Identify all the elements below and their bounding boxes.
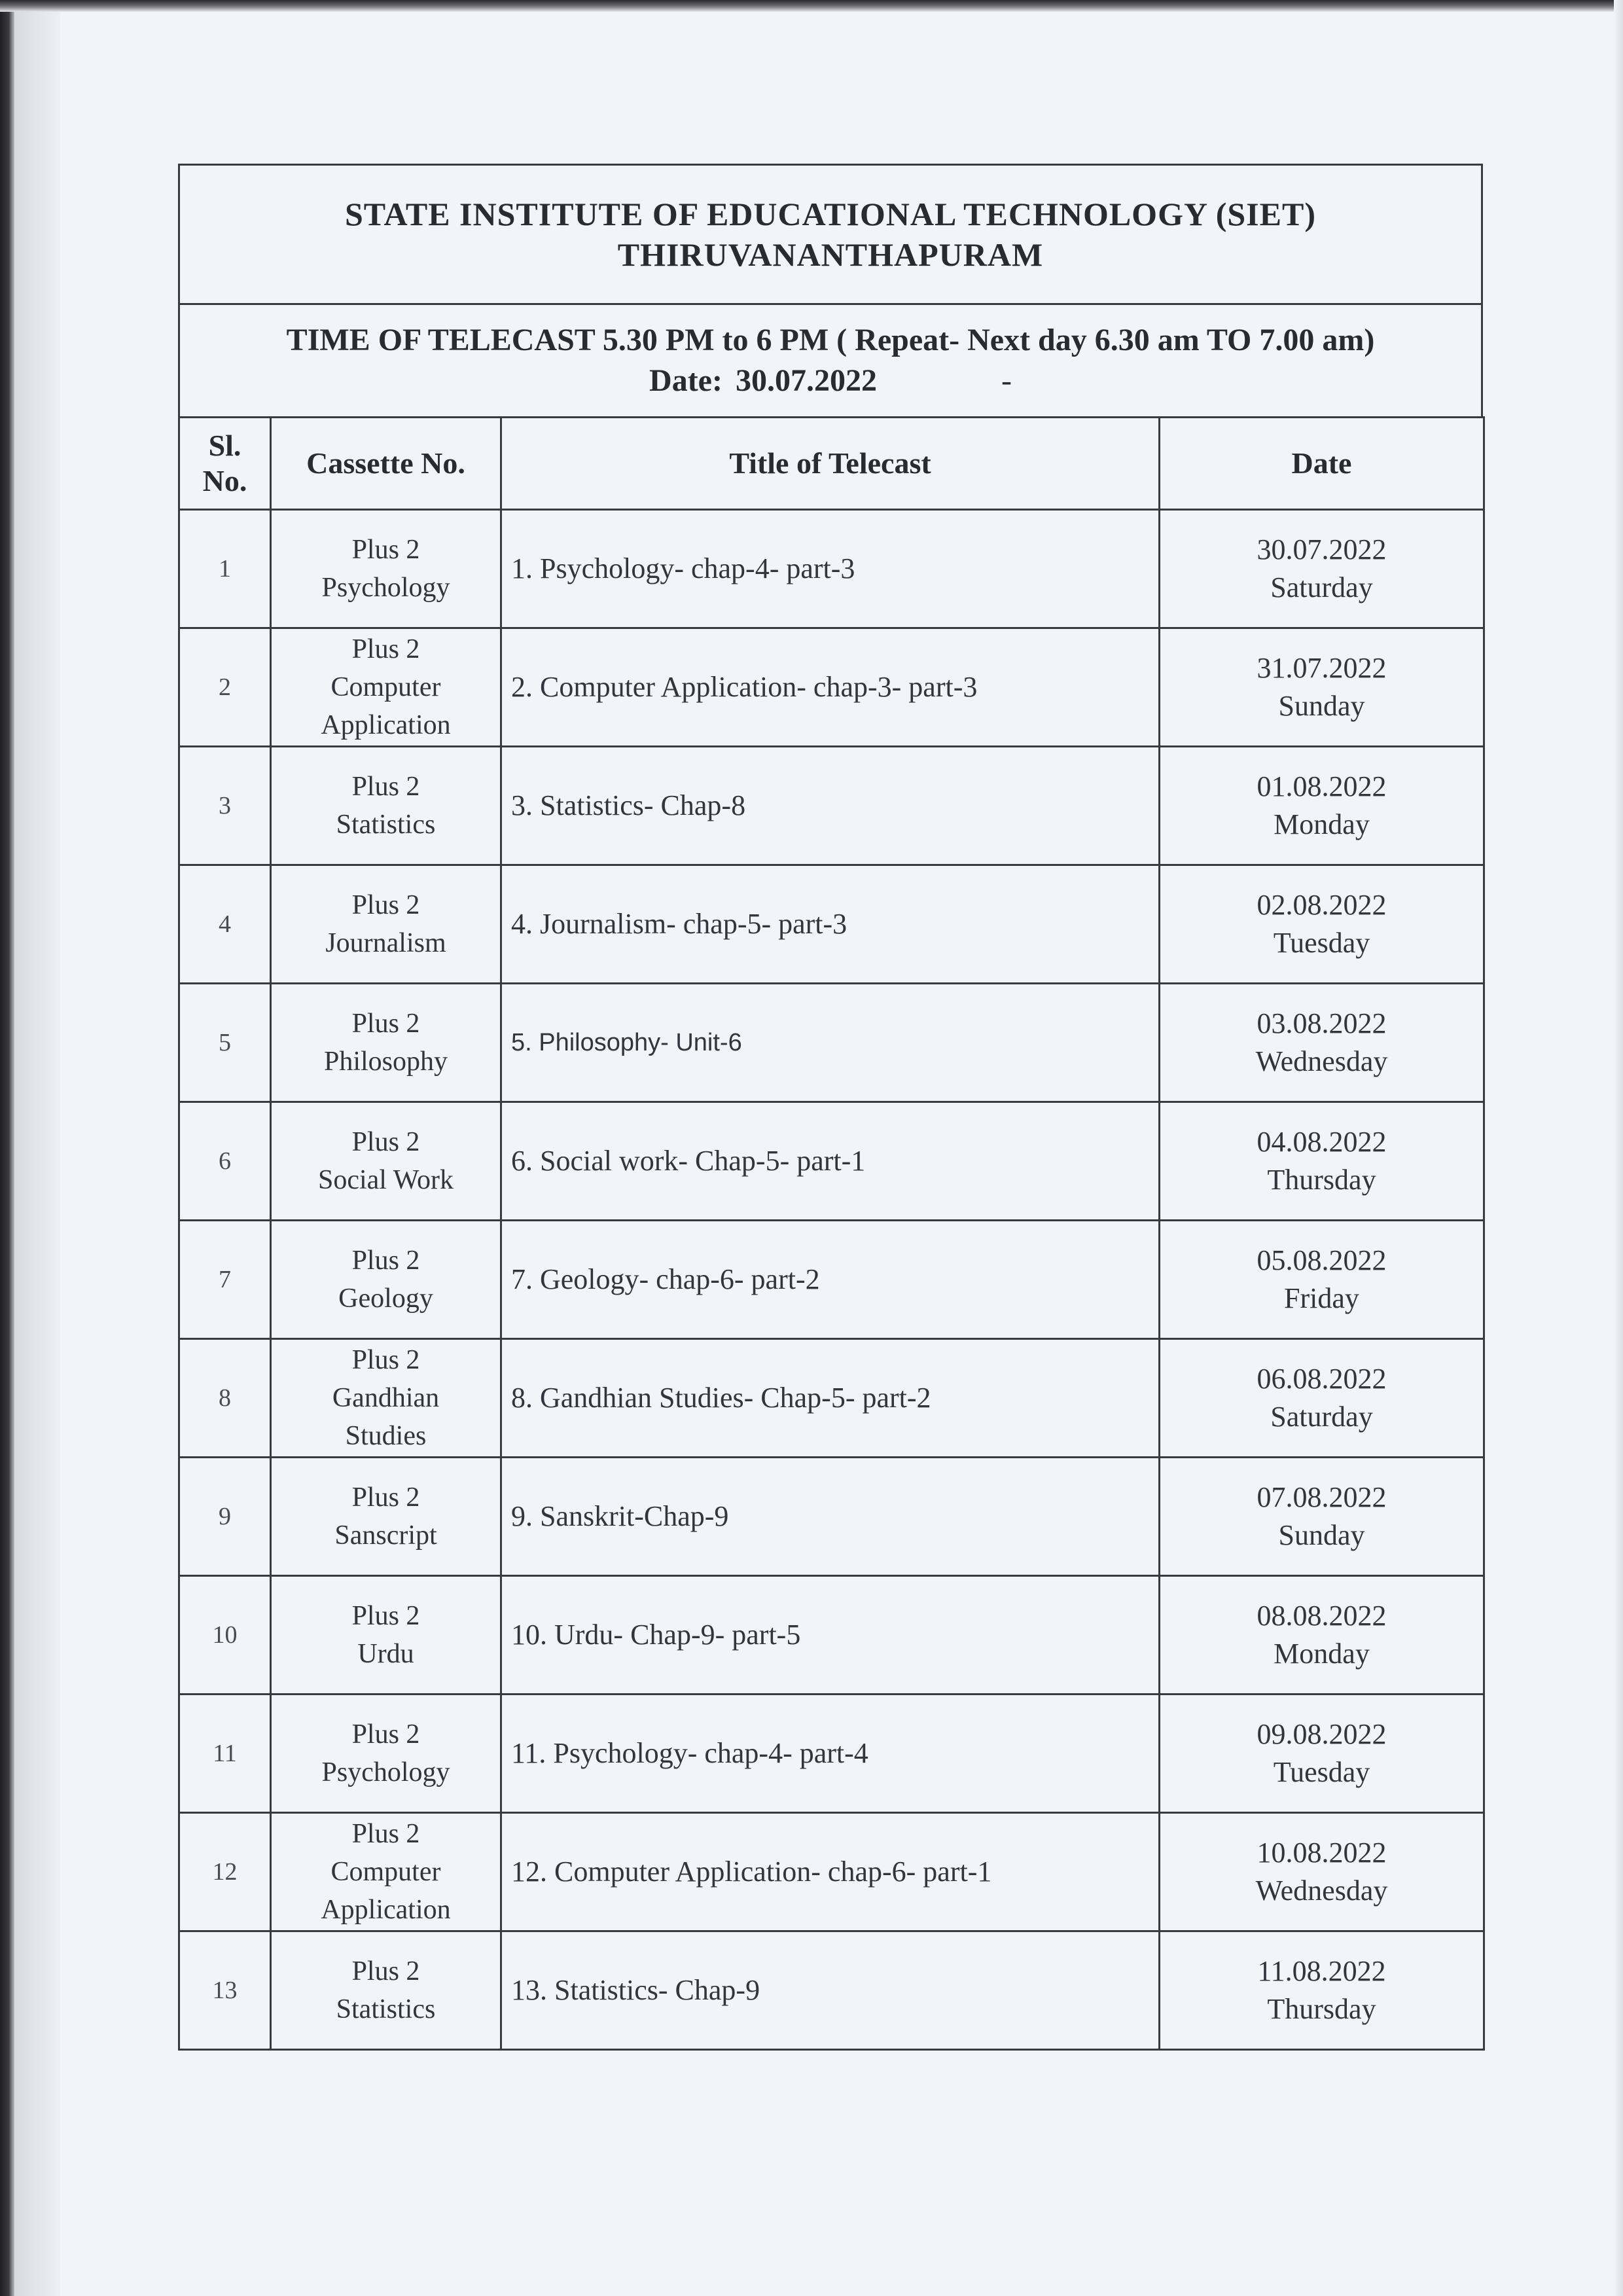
- cassette-no-cell: [271, 1221, 501, 1339]
- cassette-line: Plus 2: [351, 1719, 420, 1749]
- table-row: [179, 1695, 1484, 1813]
- cassette-no-cell: [271, 1102, 501, 1221]
- institute-city: THIRUVANANTHAPURAM: [617, 236, 1044, 273]
- column-header-title: Title of Telecast: [501, 418, 1160, 510]
- cassette-line: Computer: [330, 672, 441, 702]
- table-row: [179, 1339, 1484, 1458]
- title-cell: 4. Journalism- chap-5- part-3: [501, 865, 1160, 984]
- cassette-no-cell: [271, 1695, 501, 1813]
- day-value: Thursday: [1267, 1993, 1376, 2025]
- cassette-line: Plus 2: [351, 890, 420, 920]
- sl-no-cell: 8: [179, 1339, 271, 1458]
- title-cell: 3. Statistics- Chap-8: [501, 747, 1160, 865]
- document-page: [178, 164, 1483, 2051]
- sl-no-cell: 4: [179, 865, 271, 984]
- date-cell: [1160, 747, 1484, 865]
- cassette-line: Plus 2: [351, 772, 420, 802]
- table-row: [179, 1576, 1484, 1695]
- cassette-line: Plus 2: [351, 535, 420, 565]
- sl-no-cell: 2: [179, 628, 271, 747]
- day-value: Thursday: [1267, 1164, 1376, 1196]
- sl-no-cell: 7: [179, 1221, 271, 1339]
- day-value: Tuesday: [1273, 1756, 1370, 1788]
- institute-name: STATE INSTITUTE OF EDUCATIONAL TECHNOLOGY (SIET): [345, 196, 1316, 232]
- day-value: Friday: [1284, 1282, 1359, 1314]
- day-value: Sunday: [1278, 1519, 1365, 1551]
- date-value: 30.07.2022: [1257, 533, 1387, 565]
- day-value: Monday: [1274, 1638, 1370, 1670]
- date-cell: [1160, 1339, 1484, 1458]
- cassette-line: Social Work: [318, 1165, 454, 1195]
- table-row: [179, 1931, 1484, 2050]
- table-row: [179, 865, 1484, 984]
- date-value: 05.08.2022: [1257, 1244, 1387, 1276]
- cassette-line: Gandhian: [332, 1383, 440, 1413]
- sl-no-cell: 5: [179, 984, 271, 1102]
- table-row: [179, 1221, 1484, 1339]
- date-value: 04.08.2022: [1257, 1126, 1387, 1158]
- date-value: 11.08.2022: [1257, 1955, 1386, 1987]
- table-row: [179, 1813, 1484, 1931]
- column-header-sl-no: Sl. No.: [179, 418, 271, 510]
- cassette-line: Application: [321, 1895, 451, 1925]
- column-header-date: Date: [1160, 418, 1484, 510]
- sl-no-cell: 9: [179, 1458, 271, 1576]
- table-header-row: [179, 418, 1484, 510]
- sl-no-cell: 1: [179, 510, 271, 628]
- date-value: 10.08.2022: [1257, 1837, 1387, 1869]
- date-cell: [1160, 1221, 1484, 1339]
- table-row: [179, 1102, 1484, 1221]
- date-cell: [1160, 1458, 1484, 1576]
- table-row: [179, 1458, 1484, 1576]
- title-cell: 12. Computer Application- chap-6- part-1: [501, 1813, 1160, 1931]
- date-value: 31.07.2022: [1257, 652, 1387, 684]
- cassette-line: Plus 2: [351, 1345, 420, 1375]
- date-cell: [1160, 1576, 1484, 1695]
- date-cell: [1160, 984, 1484, 1102]
- date-cell: [1160, 1931, 1484, 2050]
- cassette-line: Philosophy: [323, 1047, 448, 1077]
- cassette-line: Application: [321, 710, 451, 740]
- cassette-line: Sanscript: [334, 1520, 437, 1551]
- cassette-line: Plus 2: [351, 1601, 420, 1631]
- telecast-info: [178, 303, 1483, 416]
- cassette-line: Geology: [338, 1283, 433, 1314]
- date-cell: [1160, 510, 1484, 628]
- day-value: Wednesday: [1255, 1874, 1388, 1907]
- title-cell: 8. Gandhian Studies- Chap-5- part-2: [501, 1339, 1160, 1458]
- title-cell: 7. Geology- chap-6- part-2: [501, 1221, 1160, 1339]
- cassette-line: Psychology: [321, 573, 450, 603]
- cassette-line: Plus 2: [351, 1956, 420, 1986]
- day-value: Tuesday: [1273, 927, 1370, 959]
- date-cell: [1160, 1813, 1484, 1931]
- cassette-no-cell: [271, 747, 501, 865]
- telecast-date-value: 30.07.2022: [735, 363, 877, 398]
- day-value: Wednesday: [1255, 1045, 1388, 1077]
- telecast-date: [649, 361, 1012, 401]
- day-value: Sunday: [1278, 690, 1365, 722]
- cassette-no-cell: [271, 1576, 501, 1695]
- date-cell: [1160, 628, 1484, 747]
- cassette-no-cell: [271, 1931, 501, 2050]
- scan-shadow-right: [1614, 0, 1623, 2296]
- cassette-no-cell: [271, 1339, 501, 1458]
- date-value: 01.08.2022: [1257, 770, 1387, 802]
- table-body: [179, 510, 1484, 2050]
- trailing-mark: -: [1001, 363, 1012, 398]
- column-header-cassette-no: Cassette No.: [271, 418, 501, 510]
- cassette-line: Psychology: [321, 1757, 450, 1787]
- cassette-line: Computer: [330, 1857, 441, 1887]
- title-cell: 1. Psychology- chap-4- part-3: [501, 510, 1160, 628]
- date-cell: [1160, 1102, 1484, 1221]
- cassette-line: Studies: [345, 1421, 427, 1451]
- scan-shadow-left: [14, 0, 60, 2296]
- sl-no-cell: 3: [179, 747, 271, 865]
- title-cell: 2. Computer Application- chap-3- part-3: [501, 628, 1160, 747]
- sl-no-cell: 10: [179, 1576, 271, 1695]
- date-cell: [1160, 1695, 1484, 1813]
- table-row: [179, 628, 1484, 747]
- telecast-date-label: Date:: [649, 363, 722, 398]
- sl-no-cell: 12: [179, 1813, 271, 1931]
- date-value: 09.08.2022: [1257, 1718, 1387, 1750]
- sl-no-cell: 11: [179, 1695, 271, 1813]
- day-value: Saturday: [1270, 1401, 1373, 1433]
- cassette-line: Journalism: [325, 928, 446, 958]
- title-cell: 10. Urdu- Chap-9- part-5: [501, 1576, 1160, 1695]
- title-cell: 11. Psychology- chap-4- part-4: [501, 1695, 1160, 1813]
- title-cell: 5. Philosophy- Unit-6: [501, 984, 1160, 1102]
- cassette-no-cell: [271, 1813, 501, 1931]
- title-cell: 6. Social work- Chap-5- part-1: [501, 1102, 1160, 1221]
- table-row: [179, 510, 1484, 628]
- cassette-line: Urdu: [357, 1639, 414, 1669]
- scan-border-left: [0, 0, 14, 2296]
- cassette-no-cell: [271, 865, 501, 984]
- telecast-time: TIME OF TELECAST 5.30 PM to 6 PM ( Repeat- Next day 6.30 am TO 7.00 am): [286, 323, 1375, 357]
- date-value: 02.08.2022: [1257, 889, 1387, 921]
- cassette-line: Plus 2: [351, 1819, 420, 1849]
- title-cell: 13. Statistics- Chap-9: [501, 1931, 1160, 2050]
- cassette-no-cell: [271, 984, 501, 1102]
- sl-no-cell: 13: [179, 1931, 271, 2050]
- cassette-line: Plus 2: [351, 634, 420, 664]
- cassette-line: Statistics: [336, 1994, 436, 2024]
- sl-no-cell: 6: [179, 1102, 271, 1221]
- table-row: [179, 747, 1484, 865]
- day-value: Saturday: [1270, 571, 1373, 603]
- cassette-no-cell: [271, 1458, 501, 1576]
- cassette-no-cell: [271, 510, 501, 628]
- date-value: 06.08.2022: [1257, 1363, 1387, 1395]
- cassette-line: Plus 2: [351, 1482, 420, 1513]
- cassette-line: Plus 2: [351, 1246, 420, 1276]
- institute-header: [178, 164, 1483, 303]
- cassette-line: Statistics: [336, 810, 436, 840]
- title-cell: 9. Sanskrit-Chap-9: [501, 1458, 1160, 1576]
- date-value: 03.08.2022: [1257, 1007, 1387, 1039]
- cassette-no-cell: [271, 628, 501, 747]
- cassette-line: Plus 2: [351, 1009, 420, 1039]
- day-value: Monday: [1274, 808, 1370, 840]
- scan-border-top: [0, 0, 1623, 12]
- table-row: [179, 984, 1484, 1102]
- date-value: 07.08.2022: [1257, 1481, 1387, 1513]
- date-value: 08.08.2022: [1257, 1600, 1387, 1632]
- cassette-line: Plus 2: [351, 1127, 420, 1157]
- telecast-schedule-table: [178, 416, 1485, 2051]
- date-cell: [1160, 865, 1484, 984]
